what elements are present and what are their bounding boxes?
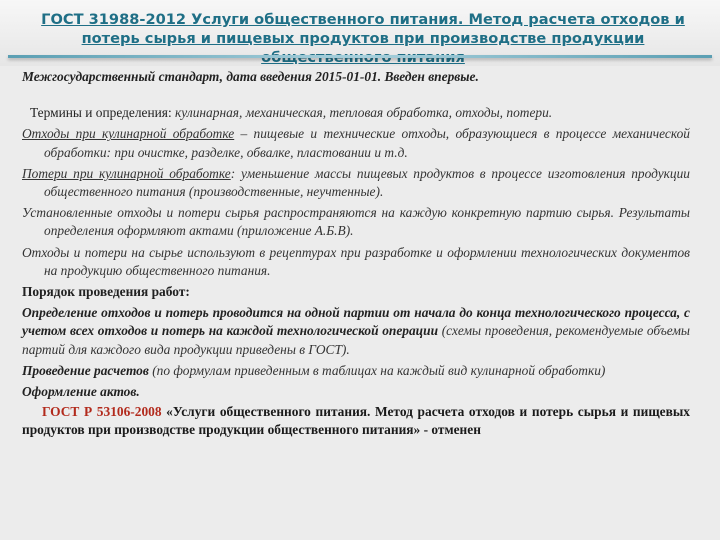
title-divider <box>8 55 712 58</box>
document-body <box>22 66 690 440</box>
definition-losses <box>22 165 690 201</box>
step-2-detail: (по формулам приведенным в таблицах на каждый вид кулинарной обработки) <box>148 362 606 378</box>
procedure-step-2 <box>22 362 690 380</box>
definition-text: : уменьшение массы пищевых продуктов в процессе изготовления продукции общественного питания (производственные, неучтенные). <box>44 165 691 200</box>
terms-lead: Термины и определения: <box>30 105 172 121</box>
footer-text: «Услуги общественного питания. Метод расчета отходов и потерь сырья и пищевых продуктов при производстве продукции общественного питания» - отменен <box>22 404 690 438</box>
step-2-title: Проведение расчетов <box>22 362 149 378</box>
page-title: ГОСТ 31988-2012 Услуги общественного питания. Метод расчета отходов и потерь сырья и пищевых продуктов при производстве продукции <box>41 11 685 47</box>
definition-term: Потери при кулинарной обработке <box>22 165 231 181</box>
step-1-detail: (схемы проведения, рекомендуемые объемы партий для каждого вида продукции приведены в ГОСТ). <box>22 323 690 357</box>
procedure-step-1 <box>22 304 690 359</box>
terms-paragraph <box>22 104 690 122</box>
paragraph-usage: Отходы и потери на сырье используют в рецептурах при разработке и оформлении технологических документов на продукцию общественного питания. <box>22 244 690 278</box>
standard-line: Межгосударственный стандарт, дата введения 2015-01-01. Введен впервые. <box>22 69 479 84</box>
procedure-step-3: Оформление актов. <box>22 384 140 400</box>
definition-text: – пищевые и технические отходы, образующиеся в процессе механической обработки: при очистке, разделке, обвалке, пластовании и т.д. <box>44 126 690 160</box>
footer-code: ГОСТ Р 53106-2008 <box>42 404 162 420</box>
definition-term: Отходы при кулинарной обработке <box>22 126 235 142</box>
step-1-title: Определение отходов и потерь проводится на одной партии от начала до конца технологического процесса, с учетом всех отходов и потерь на каждой технологической операции <box>22 305 690 339</box>
procedure-heading: Порядок проведения работ: <box>22 284 190 300</box>
footer-note <box>22 403 690 439</box>
definition-waste <box>22 125 690 161</box>
paragraph-established: Установленные отходы и потери сырья распространяются на каждую конкретную партию сырья. Результаты определения оформляют актами (приложение А.Б.В). <box>22 205 690 239</box>
terms-list: кулинарная, механическая, тепловая обработка, отходы, потери. <box>171 105 553 121</box>
